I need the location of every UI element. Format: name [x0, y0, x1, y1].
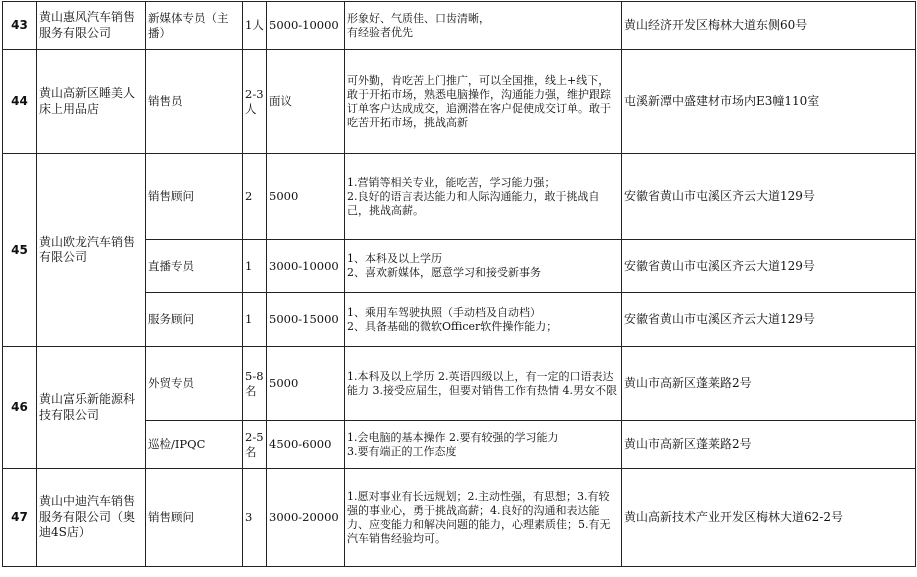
row-number: 45: [3, 154, 37, 347]
address: 安徽省黄山市屯溪区齐云大道129号: [622, 154, 916, 240]
salary: 3000-20000: [267, 469, 345, 567]
address: 安徽省黄山市屯溪区齐云大道129号: [622, 240, 916, 293]
company-name: 黄山中迪汽车销售服务有限公司（奥迪4S店）: [37, 469, 146, 567]
position-title: 新媒体专员（主播）: [146, 2, 243, 50]
company-name: 黄山高新区睡美人床上用品店: [37, 50, 146, 154]
address: 黄山经济开发区梅林大道东侧60号: [622, 2, 916, 50]
salary: 3000-10000: [267, 240, 345, 293]
row-number: 44: [3, 50, 37, 154]
address: 安徽省黄山市屯溪区齐云大道129号: [622, 293, 916, 347]
job-listings-table: [2, 1, 916, 567]
row-number: 43: [3, 2, 37, 50]
headcount: 2-3人: [243, 50, 267, 154]
requirements: 1.愿对事业有长远规划；2.主动性强，有思想；3.有较强的事业心，勇于挑战高薪；4.良好的沟通和表达能力、应变能力和解决问题的能力，心理素质佳；5.有无汽车销售经验均可。: [345, 469, 622, 567]
headcount: 3: [243, 469, 267, 567]
headcount: 5-8名: [243, 347, 267, 421]
company-name: 黄山富乐新能源科技有限公司: [37, 347, 146, 469]
salary: 5000-15000: [267, 293, 345, 347]
table-row: [3, 2, 916, 50]
table-row: [3, 50, 916, 154]
position-title: 外贸专员: [146, 347, 243, 421]
headcount: 1人: [243, 2, 267, 50]
requirements: 可外勤，肯吃苦上门推广，可以全国推，线上+线下，敢于开拓市场，熟悉电脑操作，沟通能力强，维护跟踪订单客户达成成交，追溯潜在客户促使成交订单。敢于吃苦开拓市场，挑战高新: [345, 50, 622, 154]
position-title: 销售员: [146, 50, 243, 154]
headcount: 1: [243, 293, 267, 347]
salary: 面议: [267, 50, 345, 154]
salary: 5000: [267, 154, 345, 240]
salary: 4500-6000: [267, 421, 345, 469]
table-row: [3, 469, 916, 567]
address: 屯溪新潭中盛建材市场内E3幢110室: [622, 50, 916, 154]
salary: 5000: [267, 347, 345, 421]
row-number: 46: [3, 347, 37, 469]
address: 黄山市高新区蓬莱路2号: [622, 421, 916, 469]
requirements: 形象好、气质佳、口齿清晰， 有经验者优先: [345, 2, 622, 50]
requirements: 1.本科及以上学历 2.英语四级以上，有一定的口语表达能力 3.接受应届生，但要对销售工作有热情 4.男女不限: [345, 347, 622, 421]
headcount: 2: [243, 154, 267, 240]
company-name: 黄山欧龙汽车销售有限公司: [37, 154, 146, 347]
salary: 5000-10000: [267, 2, 345, 50]
position-title: 销售顾问: [146, 154, 243, 240]
requirements: 1.会电脑的基本操作 2.要有较强的学习能力 3.要有端正的工作态度: [345, 421, 622, 469]
requirements: 1、乘用车驾驶执照（手动档及自动档） 2、具备基础的微软Officer软件操作能力；: [345, 293, 622, 347]
position-title: 直播专员: [146, 240, 243, 293]
address: 黄山高新技术产业开发区梅林大道62-2号: [622, 469, 916, 567]
address: 黄山市高新区蓬莱路2号: [622, 347, 916, 421]
table-row: [3, 154, 916, 240]
requirements: 1、本科及以上学历 2、喜欢新媒体，愿意学习和接受新事务: [345, 240, 622, 293]
headcount: 2-5名: [243, 421, 267, 469]
headcount: 1: [243, 240, 267, 293]
company-name: 黄山惠风汽车销售服务有限公司: [37, 2, 146, 50]
row-number: 47: [3, 469, 37, 567]
table-row: [3, 347, 916, 421]
position-title: 巡检/IPQC: [146, 421, 243, 469]
requirements: 1.营销等相关专业，能吃苦，学习能力强； 2.良好的语言表达能力和人际沟通能力，敢于挑战自己，挑战高薪。: [345, 154, 622, 240]
position-title: 服务顾问: [146, 293, 243, 347]
position-title: 销售顾问: [146, 469, 243, 567]
